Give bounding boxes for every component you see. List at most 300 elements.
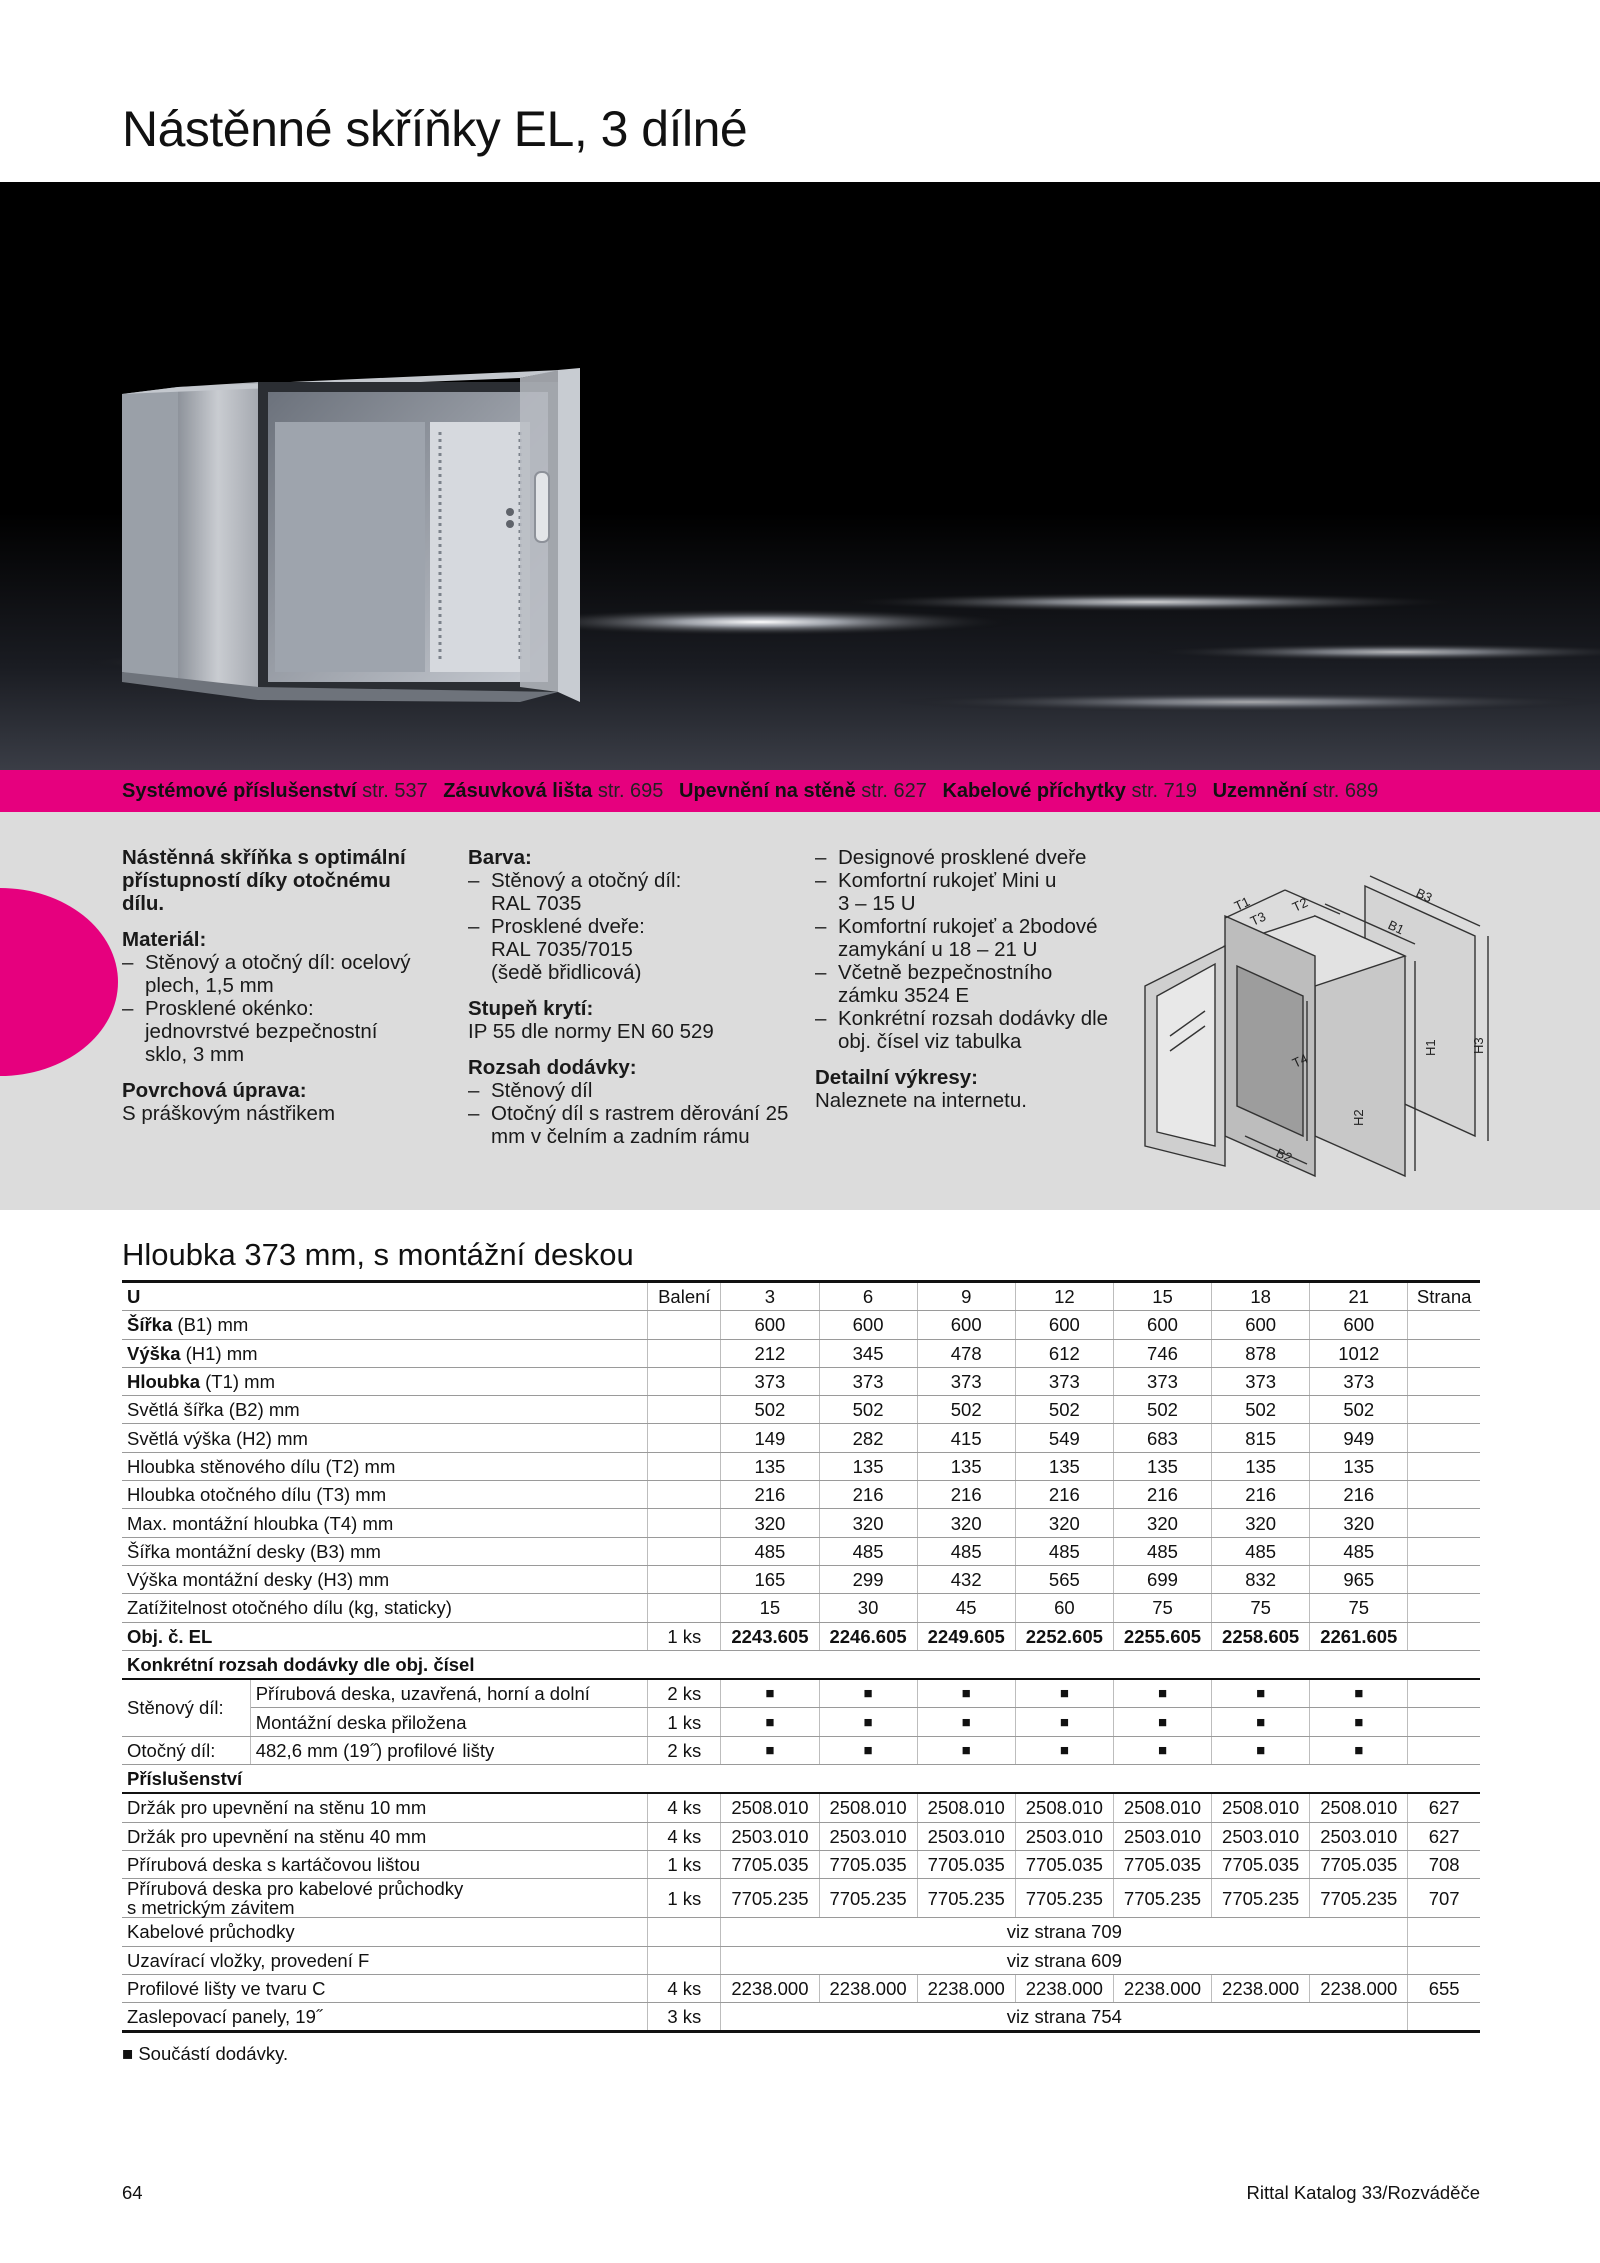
material-item: – Stěnový a otočný díl: ocelový plech, 1,5 mm	[122, 951, 422, 997]
accessory-number: 2238.000	[917, 1974, 1015, 2002]
pack-cell	[648, 1481, 721, 1509]
included-mark: ■	[1113, 1679, 1211, 1708]
page-cell	[1408, 1622, 1480, 1650]
value-cell: 75	[1310, 1594, 1408, 1622]
swing-part-label: Otočný díl:	[122, 1736, 250, 1764]
accessory-number: 2503.010	[1212, 1822, 1310, 1850]
info-column-1	[122, 846, 422, 1138]
accessory-number: 2508.010	[1212, 1793, 1310, 1822]
accessory-number: 7705.235	[1113, 1879, 1211, 1918]
accessory-reference-strip	[0, 770, 1600, 812]
dim-label	[122, 1424, 648, 1452]
header-size: 9	[917, 1282, 1015, 1311]
order-number: 2249.605	[917, 1622, 1015, 1650]
color-item: – Prosklené dveře: RAL 7035/7015 (šedě břidlicová)	[468, 915, 671, 984]
accessory-pack	[648, 1946, 721, 1974]
page-cell	[1408, 1565, 1480, 1593]
accessory-number: 7705.035	[1015, 1850, 1113, 1878]
value-cell: 165	[721, 1565, 819, 1593]
accessory-label: Uzavírací vložky, provedení F	[122, 1946, 648, 1974]
value-cell: 320	[917, 1509, 1015, 1537]
value-cell: 373	[721, 1367, 819, 1395]
strip-page: str. 537	[362, 780, 428, 802]
info-column-2	[468, 846, 788, 1161]
pack-cell	[648, 1452, 721, 1480]
dim-label	[122, 1481, 648, 1509]
dim-label-text: Šířka montážní desky (B3) mm	[127, 1540, 381, 1562]
accessory-page: 655	[1408, 1974, 1480, 2002]
accessory-page: 627	[1408, 1822, 1480, 1850]
value-cell: 75	[1212, 1594, 1310, 1622]
accessory-pack: 1 ks	[648, 1850, 721, 1878]
table-row	[122, 1974, 1480, 2002]
table-row	[122, 1282, 1480, 1311]
accessory-number: 2508.010	[917, 1793, 1015, 1822]
included-mark: ■	[917, 1708, 1015, 1736]
page-cell	[1408, 1339, 1480, 1367]
feature-item: – Včetně bezpečnostního zámku 3524 E	[815, 961, 1098, 1007]
dim-label	[122, 1509, 648, 1537]
strip-label: Uzemnění	[1212, 780, 1308, 802]
accessory-number: 7705.235	[819, 1879, 917, 1918]
hero-photo	[0, 182, 1600, 770]
dim-label-bold: Výška	[127, 1342, 181, 1364]
strip-page: str. 689	[1312, 780, 1379, 802]
order-number: 2243.605	[721, 1622, 819, 1650]
page-cell	[1408, 1396, 1480, 1424]
value-cell: 565	[1015, 1565, 1113, 1593]
table-row	[122, 1765, 1480, 1794]
value-cell: 683	[1113, 1424, 1211, 1452]
table-row	[122, 1850, 1480, 1878]
info-column-3	[815, 846, 1125, 1125]
dim-label-h3: H3	[1471, 1037, 1486, 1054]
value-cell: 216	[917, 1481, 1015, 1509]
included-mark: ■	[1015, 1679, 1113, 1708]
drawings-heading: Detailní výkresy:	[815, 1066, 978, 1089]
included-mark: ■	[917, 1736, 1015, 1764]
page-cell	[1408, 1537, 1480, 1565]
order-number: 2246.605	[819, 1622, 917, 1650]
value-cell: 135	[1113, 1452, 1211, 1480]
value-cell: 373	[1310, 1367, 1408, 1395]
dim-label	[122, 1339, 648, 1367]
strip-label: Zásuvková lišta	[443, 780, 593, 802]
value-cell: 485	[819, 1537, 917, 1565]
scope-heading: Konkrétní rozsah dodávky dle obj. čísel	[122, 1650, 1480, 1679]
accessory-number: 2238.000	[721, 1974, 819, 2002]
material-heading: Materiál:	[122, 928, 207, 951]
included-mark: ■	[721, 1679, 819, 1708]
accessory-number: 2503.010	[1310, 1822, 1408, 1850]
included-mark: ■	[1310, 1736, 1408, 1764]
strip-page: str. 719	[1131, 780, 1198, 802]
pack-cell	[648, 1311, 721, 1339]
value-cell: 600	[1310, 1311, 1408, 1339]
dim-label	[122, 1537, 648, 1565]
table-row	[122, 1946, 1480, 1974]
accessory-pack: 4 ks	[648, 1974, 721, 2002]
value-cell: 502	[819, 1396, 917, 1424]
order-number: 2252.605	[1015, 1622, 1113, 1650]
accessory-page: 707	[1408, 1879, 1480, 1918]
included-mark: ■	[721, 1736, 819, 1764]
value-cell: 502	[1310, 1396, 1408, 1424]
value-cell: 373	[917, 1367, 1015, 1395]
table-row	[122, 1708, 1480, 1736]
accessory-number: 2238.000	[1113, 1974, 1211, 2002]
page-cell	[1408, 2003, 1480, 2032]
value-cell: 373	[1015, 1367, 1113, 1395]
pack-cell	[648, 1594, 721, 1622]
value-cell: 485	[1015, 1537, 1113, 1565]
value-cell: 415	[917, 1424, 1015, 1452]
table-row	[122, 1509, 1480, 1537]
header-u: U	[122, 1282, 648, 1311]
surface-text: S práškovým nástřikem	[122, 1102, 336, 1125]
value-cell: 815	[1212, 1424, 1310, 1452]
value-cell: 485	[1310, 1537, 1408, 1565]
delivery-item: – Stěnový díl	[468, 1079, 788, 1102]
table-row	[122, 1594, 1480, 1622]
dim-label-bold: Hloubka	[127, 1371, 200, 1393]
accessory-number: 7705.035	[1113, 1850, 1211, 1878]
dim-label-b3: B3	[1413, 885, 1435, 906]
surface-heading: Povrchová úprava:	[122, 1079, 307, 1102]
accessory-number: 7705.235	[721, 1879, 819, 1918]
value-cell: 600	[1113, 1311, 1211, 1339]
value-cell: 299	[819, 1565, 917, 1593]
value-cell: 149	[721, 1424, 819, 1452]
drawings-text: Naleznete na internetu.	[815, 1089, 1027, 1112]
table-row	[122, 1650, 1480, 1679]
accessory-number: 2503.010	[819, 1822, 917, 1850]
table-row	[122, 1339, 1480, 1367]
accessory-number: 7705.235	[1310, 1879, 1408, 1918]
accessory-label: Zaslepovací panely, 19˝	[122, 2003, 648, 2032]
table-row	[122, 1481, 1480, 1509]
dim-label-b2: B2	[1273, 1145, 1295, 1166]
accessory-label: Přírubová deska s kartáčovou lištou	[122, 1850, 648, 1878]
included-mark: ■	[721, 1708, 819, 1736]
table-row	[122, 1311, 1480, 1339]
value-cell: 320	[1310, 1509, 1408, 1537]
material-item: – Prosklené okénko: jednovrstvé bezpečnostní sklo, 3 mm	[122, 997, 422, 1066]
value-cell: 320	[1212, 1509, 1310, 1537]
delivery-heading: Rozsah dodávky:	[468, 1056, 637, 1079]
value-cell: 832	[1212, 1565, 1310, 1593]
dim-label-t4: T4	[1289, 1050, 1311, 1071]
scope-item-label: 482,6 mm (19˝) profilové lišty	[250, 1736, 648, 1764]
accessory-number: 7705.035	[917, 1850, 1015, 1878]
dimension-drawing	[1125, 836, 1505, 1181]
accessory-number: 7705.235	[917, 1879, 1015, 1918]
dim-label-text: (H1) mm	[180, 1342, 258, 1364]
accessory-pack: 4 ks	[648, 1822, 721, 1850]
table-row	[122, 1679, 1480, 1708]
pack-cell	[648, 1367, 721, 1395]
accessory-label-line: s metrickým závitem	[127, 1897, 295, 1919]
value-cell: 320	[1015, 1509, 1113, 1537]
table-row	[122, 1622, 1480, 1650]
table-row	[122, 1424, 1480, 1452]
strip-label: Kabelové příchytky	[942, 780, 1126, 802]
accessory-number: 7705.235	[1015, 1879, 1113, 1918]
scope-item-label: Montážní deska přiložena	[250, 1708, 648, 1736]
included-mark: ■	[819, 1679, 917, 1708]
header-size: 12	[1015, 1282, 1113, 1311]
accessory-label: Kabelové průchodky	[122, 1918, 648, 1946]
page-number: 64	[122, 2182, 143, 2203]
dim-label-bold: Šířka	[127, 1314, 173, 1336]
accessory-number: 2503.010	[917, 1822, 1015, 1850]
dim-label-text: Výška montážní desky (H3) mm	[127, 1569, 390, 1591]
value-cell: 60	[1015, 1594, 1113, 1622]
page-cell	[1408, 1481, 1480, 1509]
accessory-label: Držák pro upevnění na stěnu 40 mm	[122, 1822, 648, 1850]
value-cell: 1012	[1310, 1339, 1408, 1367]
accessory-pack	[648, 1918, 721, 1946]
table-row	[122, 1918, 1480, 1946]
value-cell: 135	[1212, 1452, 1310, 1480]
value-cell: 30	[819, 1594, 917, 1622]
feature-item: – Konkrétní rozsah dodávky dle obj. čísel viz tabulka	[815, 1007, 1118, 1053]
value-cell: 320	[1113, 1509, 1211, 1537]
table-row	[122, 1452, 1480, 1480]
accessory-number: 2508.010	[819, 1793, 917, 1822]
value-cell: 485	[721, 1537, 819, 1565]
accessory-number: 2508.010	[721, 1793, 819, 1822]
table-row	[122, 1565, 1480, 1593]
value-cell: 135	[917, 1452, 1015, 1480]
accessory-number: 7705.035	[721, 1850, 819, 1878]
spec-table	[122, 1280, 1480, 2033]
included-mark: ■	[1212, 1708, 1310, 1736]
value-cell: 699	[1113, 1565, 1211, 1593]
page-cell	[1408, 1367, 1480, 1395]
accessory-number: 2508.010	[1113, 1793, 1211, 1822]
value-cell: 216	[1113, 1481, 1211, 1509]
value-cell: 432	[917, 1565, 1015, 1593]
table-row	[122, 1822, 1480, 1850]
value-cell: 746	[1113, 1339, 1211, 1367]
accessory-number: 7705.035	[1212, 1850, 1310, 1878]
order-number: 2258.605	[1212, 1622, 1310, 1650]
value-cell: 373	[1113, 1367, 1211, 1395]
accessory-pack: 4 ks	[648, 1793, 721, 1822]
product-info-panel	[0, 812, 1600, 1210]
value-cell: 45	[917, 1594, 1015, 1622]
table-row	[122, 1879, 1480, 1918]
see-page-text: viz strana 709	[721, 1918, 1408, 1946]
page-cell	[1408, 1509, 1480, 1537]
pack-cell	[648, 1396, 721, 1424]
page-cell	[1408, 1424, 1480, 1452]
dim-label-t2: T2	[1289, 894, 1311, 915]
value-cell: 282	[819, 1424, 917, 1452]
accessory-number: 2238.000	[1212, 1974, 1310, 2002]
value-cell: 965	[1310, 1565, 1408, 1593]
value-cell: 135	[1310, 1452, 1408, 1480]
value-cell: 502	[721, 1396, 819, 1424]
page-cell	[1408, 1736, 1480, 1764]
pack-cell	[648, 1537, 721, 1565]
value-cell: 502	[1113, 1396, 1211, 1424]
accessory-number: 2508.010	[1015, 1793, 1113, 1822]
included-mark: ■	[1015, 1708, 1113, 1736]
scope-item-pack: 1 ks	[648, 1708, 721, 1736]
pack-cell	[648, 1339, 721, 1367]
value-cell: 549	[1015, 1424, 1113, 1452]
feature-item: – Komfortní rukojeť a 2bodové zamykání u 18 – 21 U	[815, 915, 1138, 961]
dim-label-text: Hloubka otočného dílu (T3) mm	[127, 1484, 387, 1506]
accessory-label	[122, 1879, 648, 1918]
dim-label-h2: H2	[1351, 1109, 1366, 1126]
header-size: 6	[819, 1282, 917, 1311]
strip-page: str. 627	[861, 780, 927, 802]
accessory-number: 2503.010	[1015, 1822, 1113, 1850]
color-item: – Stěnový a otočný díl: RAL 7035	[468, 869, 691, 915]
protection-text: IP 55 dle normy EN 60 529	[468, 1020, 714, 1043]
value-cell: 320	[819, 1509, 917, 1537]
strip-page: str. 695	[597, 780, 664, 802]
dim-label-text: Světlá výška (H2) mm	[127, 1427, 308, 1449]
header-size: 21	[1310, 1282, 1408, 1311]
page-cell	[1408, 1679, 1480, 1708]
value-cell: 373	[819, 1367, 917, 1395]
value-cell: 216	[1310, 1481, 1408, 1509]
dim-label-b1: B1	[1385, 917, 1407, 938]
color-heading: Barva:	[468, 846, 532, 869]
value-cell: 485	[917, 1537, 1015, 1565]
value-cell: 75	[1113, 1594, 1211, 1622]
cabinet-photo-illustration	[0, 182, 1600, 770]
page-title: Nástěnné skříňky EL, 3 dílné	[122, 101, 748, 157]
accessory-number: 2503.010	[721, 1822, 819, 1850]
value-cell: 502	[917, 1396, 1015, 1424]
accessory-page: 708	[1408, 1850, 1480, 1878]
value-cell: 373	[1212, 1367, 1310, 1395]
scope-item-label: Přírubová deska, uzavřená, horní a dolní	[250, 1679, 648, 1708]
value-cell: 502	[1212, 1396, 1310, 1424]
accessory-number: 2238.000	[1015, 1974, 1113, 2002]
value-cell: 320	[721, 1509, 819, 1537]
dim-label-t3: T3	[1247, 908, 1269, 929]
value-cell: 345	[819, 1339, 917, 1367]
dim-label-text: (T1) mm	[199, 1371, 275, 1393]
strip-label: Upevnění na stěně	[679, 780, 856, 802]
value-cell: 478	[917, 1339, 1015, 1367]
value-cell: 878	[1212, 1339, 1310, 1367]
table-title: Hloubka 373 mm, s montážní deskou	[122, 1237, 634, 1272]
strip-label: Systémové příslušenství	[122, 780, 357, 802]
see-page-text: viz strana 754	[721, 2003, 1408, 2032]
value-cell: 600	[1015, 1311, 1113, 1339]
value-cell: 485	[1212, 1537, 1310, 1565]
included-mark: ■	[1113, 1736, 1211, 1764]
dim-label-text: Světlá šířka (B2) mm	[127, 1399, 300, 1421]
catalog-name: Rittal Katalog 33/Rozváděče	[1246, 2182, 1480, 2203]
value-cell: 502	[1015, 1396, 1113, 1424]
value-cell: 485	[1113, 1537, 1211, 1565]
wall-part-label: Stěnový díl:	[122, 1679, 250, 1736]
protection-heading: Stupeň krytí:	[468, 997, 594, 1020]
value-cell: 135	[819, 1452, 917, 1480]
page-cell	[1408, 1918, 1480, 1946]
value-cell: 600	[1212, 1311, 1310, 1339]
dim-label-t1: T1	[1231, 893, 1253, 914]
order-label: Obj. č. EL	[122, 1622, 648, 1650]
page-cell	[1408, 1311, 1480, 1339]
value-cell: 135	[721, 1452, 819, 1480]
included-mark: ■	[819, 1708, 917, 1736]
scope-item-pack: 2 ks	[648, 1736, 721, 1764]
accessory-number: 2238.000	[819, 1974, 917, 2002]
accessory-number: 7705.035	[1310, 1850, 1408, 1878]
accessory-label: Profilové lišty ve tvaru C	[122, 1974, 648, 2002]
dim-label-text: Max. montážní hloubka (T4) mm	[127, 1512, 394, 1534]
order-number: 2261.605	[1310, 1622, 1408, 1650]
value-cell: 212	[721, 1339, 819, 1367]
page-cell	[1408, 1708, 1480, 1736]
value-cell: 600	[819, 1311, 917, 1339]
accessory-label-line: Přírubová deska pro kabelové průchodky	[127, 1878, 464, 1900]
header-size: 18	[1212, 1282, 1310, 1311]
intro-text: Nástěnná skříňka s optimální přístupností díky otočnému dílu.	[122, 846, 406, 915]
included-mark: ■	[1212, 1736, 1310, 1764]
header-size: 15	[1113, 1282, 1211, 1311]
included-mark: ■	[1310, 1679, 1408, 1708]
included-mark: ■	[1212, 1679, 1310, 1708]
table-row	[122, 2003, 1480, 2032]
table-row	[122, 1367, 1480, 1395]
value-cell: 216	[819, 1481, 917, 1509]
table-row	[122, 1396, 1480, 1424]
accessory-number: 2238.000	[1310, 1974, 1408, 2002]
accessories-heading: Příslušenství	[122, 1765, 1480, 1794]
accessory-number: 2503.010	[1113, 1822, 1211, 1850]
accessory-pack: 1 ks	[648, 1879, 721, 1918]
value-cell: 15	[721, 1594, 819, 1622]
accessory-label: Držák pro upevnění na stěnu 10 mm	[122, 1793, 648, 1822]
header-page: Strana	[1408, 1282, 1480, 1311]
value-cell: 135	[1015, 1452, 1113, 1480]
dim-label	[122, 1311, 648, 1339]
feature-item: – Komfortní rukojeť Mini u 3 – 15 U	[815, 869, 1058, 915]
order-number: 2255.605	[1113, 1622, 1211, 1650]
value-cell: 216	[1015, 1481, 1113, 1509]
dim-label-text: (B1) mm	[172, 1314, 249, 1336]
included-mark: ■	[917, 1679, 1015, 1708]
dim-label	[122, 1452, 648, 1480]
dim-label-text: Hloubka stěnového dílu (T2) mm	[127, 1455, 396, 1477]
accessory-number: 7705.235	[1212, 1879, 1310, 1918]
delivery-item: – Otočný díl s rastrem děrování 25 mm v čelním a zadním rámu	[468, 1102, 791, 1148]
scope-item-pack: 2 ks	[648, 1679, 721, 1708]
accessory-number: 7705.035	[819, 1850, 917, 1878]
value-cell: 600	[917, 1311, 1015, 1339]
pack-cell	[648, 1424, 721, 1452]
page-cell	[1408, 1452, 1480, 1480]
accessory-page: 627	[1408, 1793, 1480, 1822]
page-cell	[1408, 1594, 1480, 1622]
header-size: 3	[721, 1282, 819, 1311]
pack-cell	[648, 1509, 721, 1537]
dim-label	[122, 1594, 648, 1622]
value-cell: 216	[721, 1481, 819, 1509]
table-row	[122, 1736, 1480, 1764]
header-pack: Balení	[648, 1282, 721, 1311]
